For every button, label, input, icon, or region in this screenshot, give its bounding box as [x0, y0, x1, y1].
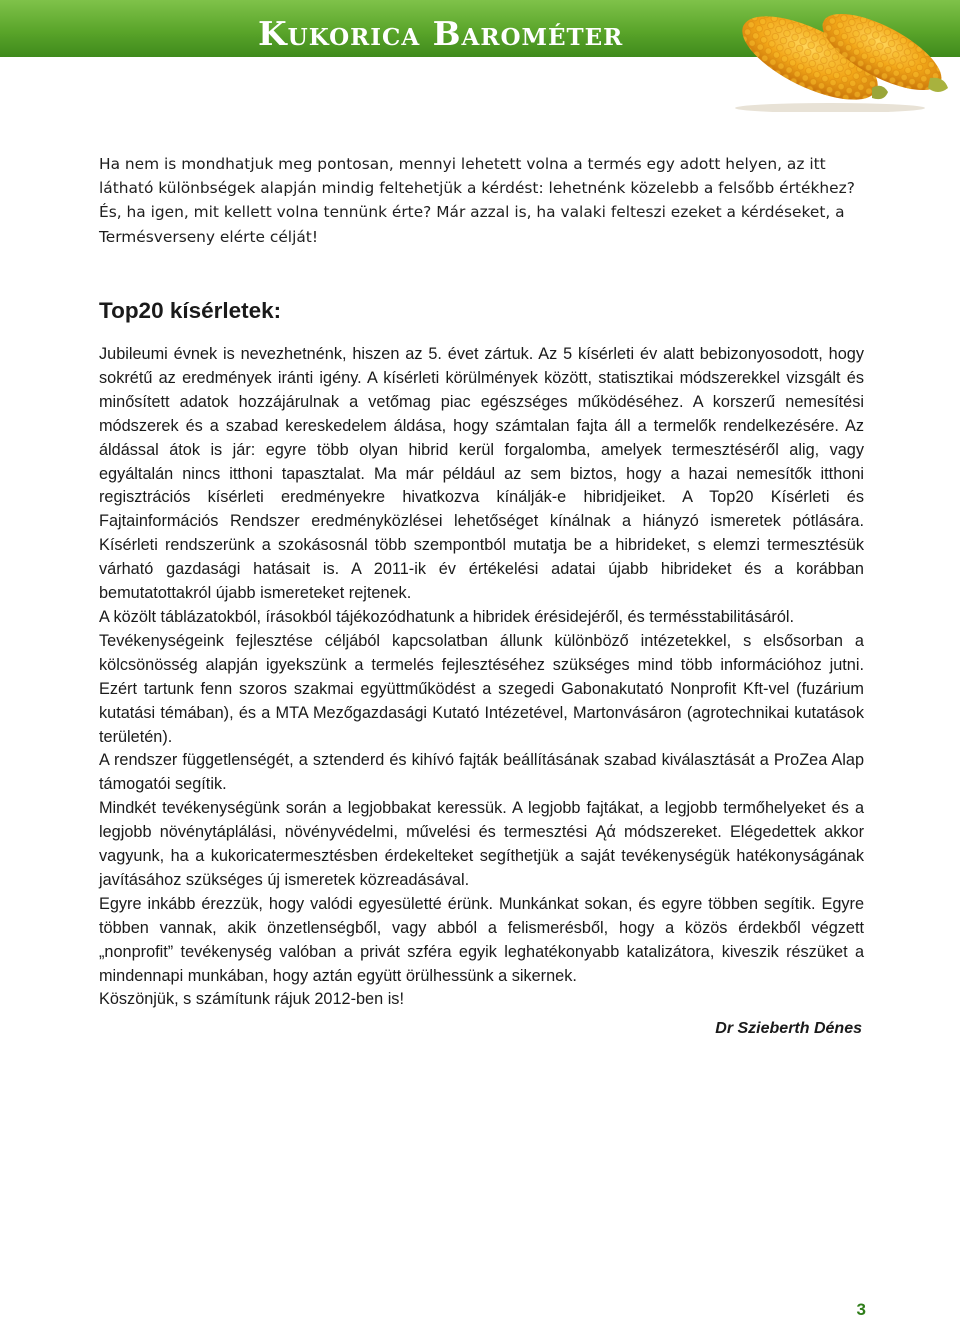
article-paragraph: A közölt táblázatokból, írásokból tájékozódhatunk a hibridek érésidejéről, és termésstabilitásáról.: [99, 607, 795, 626]
intro-text: [99, 152, 864, 249]
article-paragraph: A rendszer függetlenségét, a sztenderd és kihívó fajták beállításának szabad kiválasztását a ProZea Alap támogatói segítik.: [99, 751, 864, 794]
article-paragraph: Mindkét tevékenységünk során a legjobbakat keressük. A legjobb fajtákat, a legjobb termőhelyeket és a legjobb növénytáplálási, növényvédelmi, művelési és termesztési Ąά módszereket. Elégedettek akkor vagyunk, ha a kukoricatermesztésben érdekelteket segíthetjük a saját tevékenységük hatékonyságának javításához szükséges új ismeretek közreadásával.: [99, 799, 864, 889]
author-signature: Dr Szieberth Dénes: [715, 1020, 862, 1037]
section-heading: Top20 kísérletek:: [99, 298, 282, 323]
article-paragraph: Jubileumi évnek is nevezhetnénk, hiszen az 5. évet zártuk. Az 5 kísérleti év alatt bebizonyosodott, hogy sokrétű az eredmények iránti igény. A kísérleti körülmények között, statisztikai módszerekkel vizsgált és minősített adatok hozzájárulnak a vetőmag piac egészséges működéséhez. A korszerű nemesítési módszerek és a szabad kereskedelem áldása, hogy számtalan fajta áll a termelők rendelkezésére. Az áldással átok is jár: egyre több olyan hibrid kerül forgalomba, amelyek termesztéséről alig, vagy egyáltalán nincs itthoni tapasztalat. Ma már például az sem biztos, hogy a hazai nemesítők itthoni regisztrációs kísérleti eredményekre hivatkozva kínálják-e hibridjeiket. A Top20 Kísérleti és Fajtainformációs Rendszer eredményközlései lehetőséget kínálnak a hiányzó ismeretek pótlására. Kísérleti rendszerünk a szokásosnál több szempontból mutatja be a hibrideket, s elemzi termesztésük várható gazdasági hatásait is. A 2011-ik év értékelési adatai újabb hibrideket és a korábban bemutatottakról újabb ismereteket rejtenek.: [99, 345, 864, 603]
article-paragraph: Köszönjük, s számítunk rájuk 2012-ben is!: [99, 990, 404, 1009]
intro-paragraph: Ha nem is mondhatjuk meg pontosan, mennyi lehetett volna a termés egy adott helyen, az itt látható különbségek alapján mindig feltehetjük a kérdést: lehetnénk közelebb a felsőbb értékhez? És, ha igen, mit kellett volna tennünk érte? Már azzal is, ha valaki felteszi ezeket a kérdéseket, a Termésverseny elérte célját!: [99, 155, 855, 246]
page-number: 3: [856, 1300, 866, 1319]
article-paragraph: Egyre inkább érezzük, hogy valódi egyesületté érünk. Munkánkat sokan, és egyre többen segítik. Egyre többen vannak, akik önzetlenségből, vagy abból a felismerésből, hogy a közös érdekből végzett „nonprofit” tevékenység valóban a privát szféra egyik leghatékonyabb katalizátora, kiveszik részüket a mindennapi munkában, hogy aztán együtt örülhessünk a sikernek.: [99, 894, 864, 985]
corn-cobs-illustration: [722, 0, 960, 112]
page-title: Kukorica Barométer: [258, 14, 624, 53]
article-body: [99, 343, 864, 1012]
article-paragraph: Tevékenységeink fejlesztése céljából kapcsolatban állunk különböző intézetekkel, s elsősorban a kölcsönösség alapján igyekszünk a termelés fejlesztéséhez szükséges mind több információhoz jutni. Ezért tartunk fenn szoros szakmai együttműködést a szegedi Gabonakutató Nonprofit Kft-vel (fuzárium kutatási témában), és a MTA Mezőgazdasági Kutató Intézetével, Martonvásáron (agrotechnikai kutatások területén).: [99, 631, 864, 746]
